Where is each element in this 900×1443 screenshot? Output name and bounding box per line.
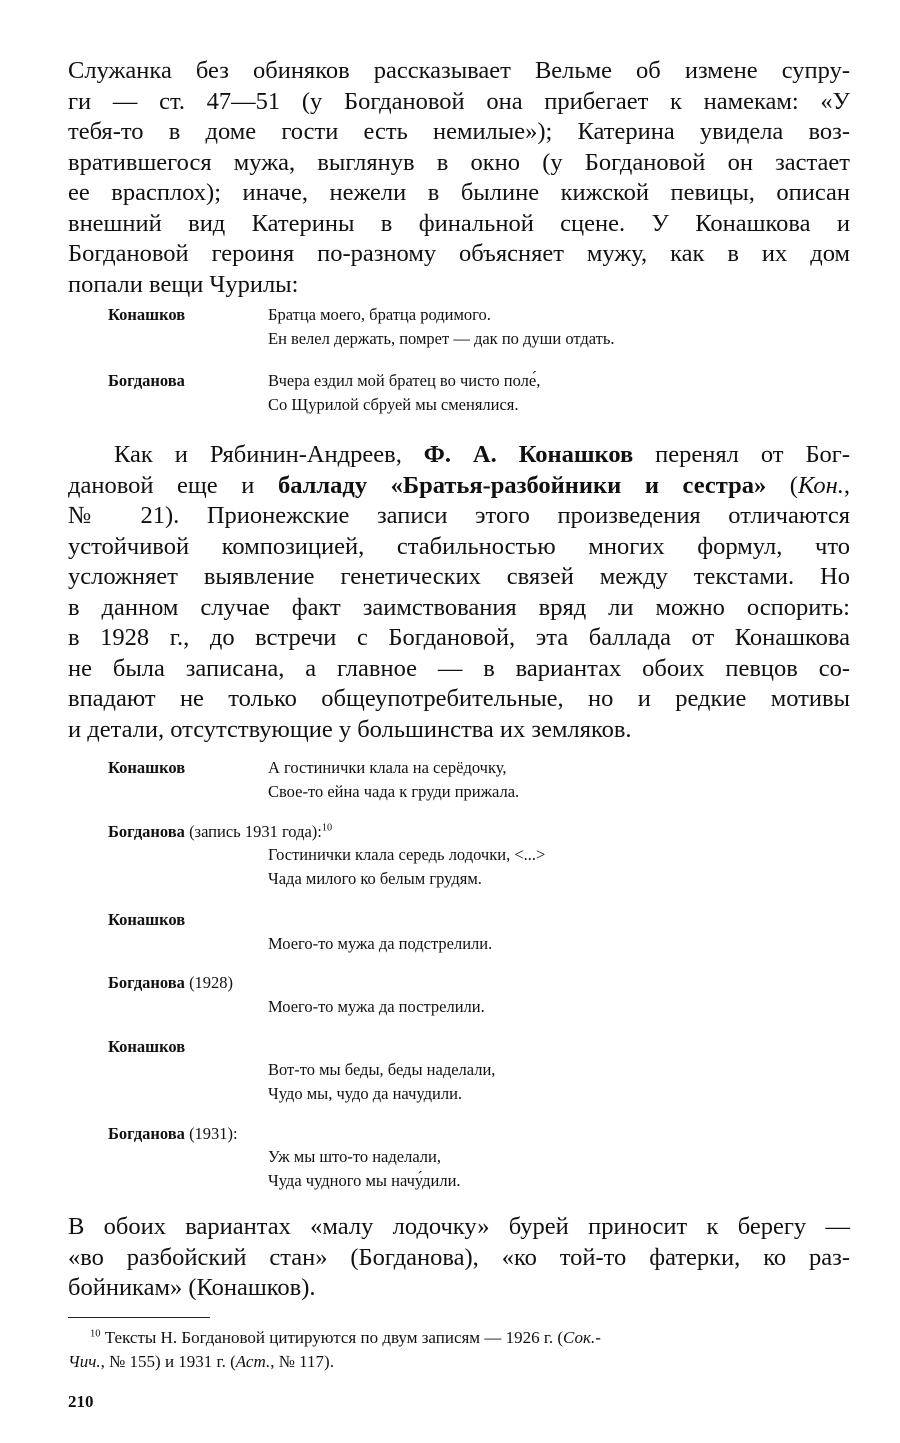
verse-line: Свое-то ейна чада к груди прижала. xyxy=(268,782,520,801)
text-line: попали вещи Чурилы: xyxy=(68,270,299,298)
text-run: , № 155) и 1931 г. ( xyxy=(100,1352,236,1371)
verse-line: Со Щурилой сбруей мы сменялися. xyxy=(268,395,519,414)
italic-run: Чич. xyxy=(68,1352,101,1371)
speaker-label xyxy=(108,1121,238,1147)
text-line: бойникам» (Конашков). xyxy=(68,1274,316,1301)
text-line: усложняет выявление генетических связей между текстами. Но xyxy=(68,563,850,590)
speaker-note: (1928) xyxy=(184,973,234,992)
verse-line: Братца моего, братца родимого. xyxy=(268,305,491,324)
footnote-ref: 10 xyxy=(321,822,333,834)
text-line: не была записана, а главное — в вариантах обоих певцов со- xyxy=(68,654,850,682)
text-line: в данном случае факт заимствования вряд ли можно оспорить: xyxy=(68,593,850,621)
text-line: устойчивой композицией, стабильностью многих формул, что xyxy=(68,532,850,560)
text-line: впадают не только общеупотребительные, но и редкие мотивы xyxy=(68,685,850,712)
text-run: Как и Рябинин-Андреев, xyxy=(114,441,424,468)
text-run: перенял от Бог- xyxy=(633,441,850,468)
speaker-label: Богданова xyxy=(108,371,185,390)
text-line: в 1928 г., до встречи с Богдановой, эта баллада от Конашкова xyxy=(68,624,850,651)
text-line: ее врасплох); иначе, нежели в былине кижской певицы, описан xyxy=(68,179,850,206)
verse-line: Ен велел держать, помрет — дак по души отдать. xyxy=(268,329,615,348)
verse-line: Моего-то мужа да пострелили. xyxy=(268,997,485,1016)
verse-line: Моего-то мужа да подстрелили. xyxy=(268,934,493,953)
italic-run: Сок.- xyxy=(563,1328,601,1347)
verse-line: Чада милого ко белым грудям. xyxy=(268,869,482,888)
italic-run: Кон. xyxy=(797,471,844,499)
speaker-label: Конашков xyxy=(108,305,186,324)
text-line: В обоих вариантах «малу лодочку» бурей приносит к берегу — xyxy=(68,1213,850,1240)
paragraph-1 xyxy=(68,56,850,300)
bold-run: балладу «Братья-разбойники и сестра» xyxy=(277,471,767,499)
text-line: «во разбойский стан» (Богданова), «ко той-то фатерки, ко раз- xyxy=(68,1243,850,1271)
text-run: , xyxy=(843,471,850,499)
paragraph-3 xyxy=(68,1212,850,1304)
italic-run: Аст. xyxy=(235,1352,271,1371)
footnote-number: 10 xyxy=(90,1328,101,1340)
speaker-label xyxy=(108,970,233,996)
footnote-line xyxy=(68,1350,850,1374)
page-number: 210 xyxy=(68,1392,94,1411)
verse-line: Вот-то мы беды, беды наделали, xyxy=(268,1060,496,1079)
speaker-label: Конашков xyxy=(108,910,186,929)
text-run: , № 117). xyxy=(270,1352,334,1371)
text-line: вратившегося мужа, выглянув в окно (у Богдановой он застает xyxy=(68,148,850,176)
verse-line: Чудо мы, чудо да начудили. xyxy=(268,1084,463,1103)
speaker-note: (1931): xyxy=(184,1124,238,1143)
verse-line: Чуда чудного мы начу́дили. xyxy=(268,1171,461,1190)
text-run: дановой еще и xyxy=(68,471,278,499)
speaker-name: Богданова xyxy=(108,1124,185,1143)
footnote-divider xyxy=(68,1317,210,1318)
speaker-name: Богданова xyxy=(108,973,185,992)
verse-line: Вчера ездил мой братец во чисто поле́, xyxy=(268,371,541,390)
verse-line: Гостинички клала середь лодочки, <...> xyxy=(268,845,546,864)
verse-line: Уж мы што-то наделали, xyxy=(268,1147,441,1166)
text-run: Тексты Н. Богдановой цитируются по двум записям — 1926 г. ( xyxy=(100,1328,564,1347)
speaker-label: Конашков xyxy=(108,1037,186,1056)
text-line xyxy=(68,440,850,471)
text-line: внешний вид Катерины в финальной сцене. У Конашкова и xyxy=(68,209,850,237)
text-line: и детали, отсутствующие у большинства их земляков. xyxy=(68,715,632,743)
footnote xyxy=(68,1326,850,1374)
text-line: Служанка без обиняков рассказывает Вельме об измене супру- xyxy=(68,57,850,84)
text-line: тебя-то в доме гости есть немилые»); Катерина увидела воз- xyxy=(68,118,850,145)
text-line xyxy=(68,471,850,502)
footnote-line xyxy=(68,1326,850,1350)
bold-run: Ф. А. Конашков xyxy=(423,441,634,468)
speaker-note: (запись 1931 года): xyxy=(184,822,322,841)
speaker-name: Богданова xyxy=(108,822,185,841)
paragraph-2 xyxy=(68,440,850,745)
text-line: № 21). Прионежские записи этого произведения отличаются xyxy=(68,502,850,529)
speaker-label: Конашков xyxy=(108,758,186,777)
text-line: ги — ст. 47—51 (у Богдановой она прибегает к намекам: «У xyxy=(68,87,850,115)
text-run: ( xyxy=(766,471,798,499)
verse-line: А гостинички клала на серёдочку, xyxy=(268,758,507,777)
text-line: Богдановой героиня по-разному объясняет мужу, как в их дом xyxy=(68,240,850,267)
